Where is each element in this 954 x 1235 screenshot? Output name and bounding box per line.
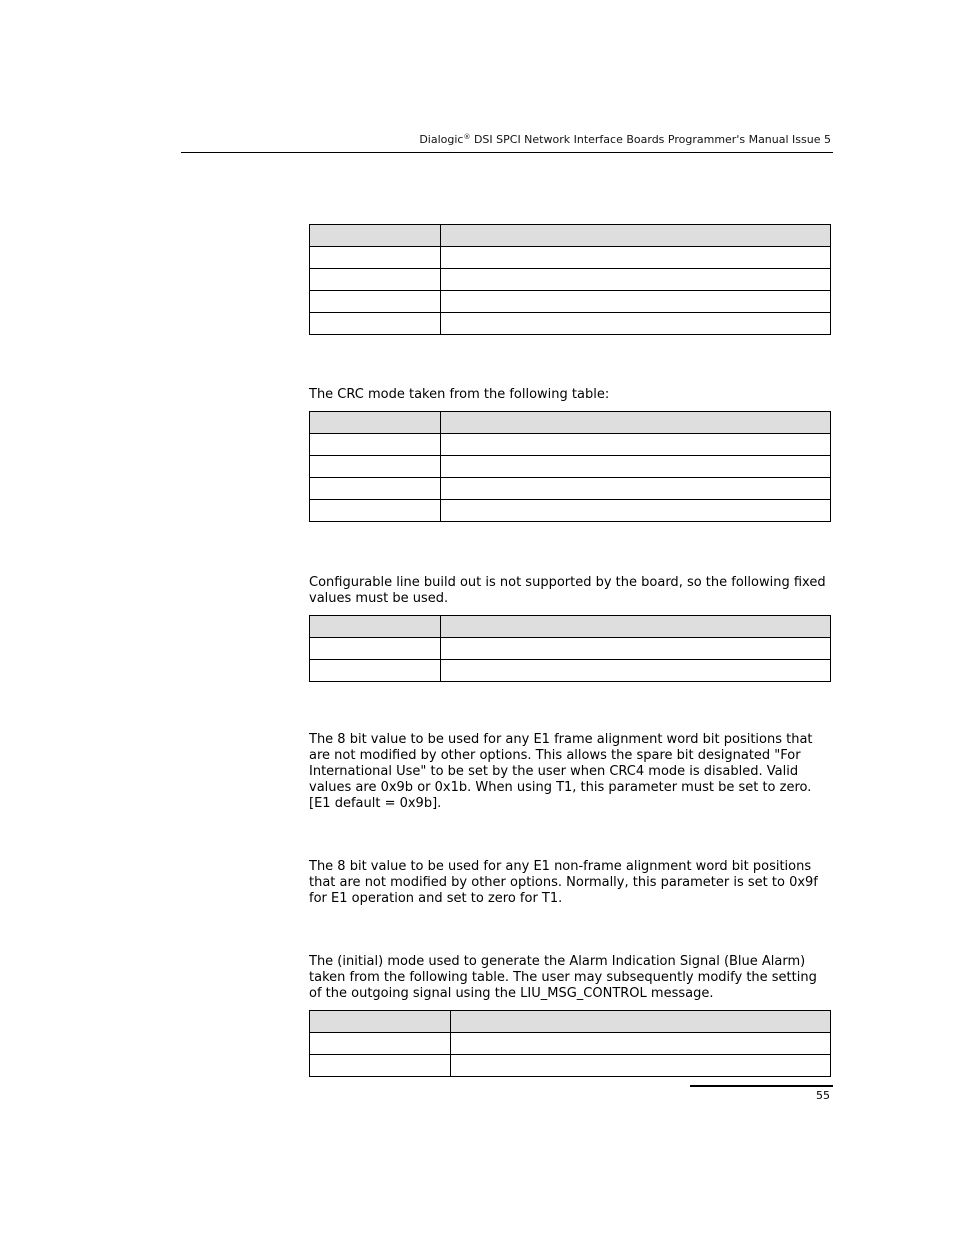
table-cell: [441, 291, 831, 313]
table-header-row: [310, 225, 831, 247]
table-header-cell: [441, 225, 831, 247]
table-header-cell: [441, 616, 831, 638]
table-header-row: [310, 616, 831, 638]
table-cell: [441, 478, 831, 500]
ais-mode-table: [309, 1010, 831, 1077]
table-cell: [310, 247, 441, 269]
table-row: [310, 247, 831, 269]
table-cell: [310, 478, 441, 500]
table-cell: [310, 269, 441, 291]
registered-mark: ®: [463, 133, 471, 141]
header-brand: Dialogic: [419, 133, 464, 146]
table-header-cell: [310, 412, 441, 434]
table-header-cell: [310, 616, 441, 638]
table-cell: [441, 660, 831, 682]
table-cell: [310, 456, 441, 478]
table-header-row: [310, 412, 831, 434]
table-row: [310, 638, 831, 660]
table-1: [309, 224, 831, 335]
table-cell: [451, 1055, 831, 1077]
table-row: [310, 456, 831, 478]
page-number: 55: [816, 1089, 830, 1102]
line-build-out-table: [309, 615, 831, 682]
line-build-out-text: Configurable line build out is not supported by the board, so the following fixed values must be used.: [309, 575, 826, 606]
table-cell: [310, 660, 441, 682]
table-cell: [310, 313, 441, 335]
table-header-row: [310, 1011, 831, 1033]
table-cell: [441, 313, 831, 335]
header-title: DSI SPCI Network Interface Boards Programmer's Manual Issue 5: [473, 133, 831, 146]
e1-faw-text: The 8 bit value to be used for any E1 frame alignment word bit positions that are not modified by other options. This allows the spare bit designated "For International Use" to be set by the user when CRC4 mode is disabled. Valid values are 0x9b or 0x1b. When using T1, this parameter must be set to zero. [E1 default = 0x9b].: [309, 732, 813, 811]
table-cell: [441, 456, 831, 478]
table-cell: [441, 434, 831, 456]
table-header-cell: [310, 225, 441, 247]
table-cell: [310, 1033, 451, 1055]
table-cell: [441, 247, 831, 269]
table-cell: [441, 269, 831, 291]
table-cell: [310, 500, 441, 522]
table-cell: [441, 638, 831, 660]
table-row: [310, 478, 831, 500]
table-row: [310, 660, 831, 682]
table-cell: [441, 500, 831, 522]
running-header: [419, 133, 831, 146]
table-cell: [310, 638, 441, 660]
table-row: [310, 500, 831, 522]
table-cell: [310, 434, 441, 456]
table-cell: [310, 1055, 451, 1077]
ais-mode-text: The (initial) mode used to generate the Alarm Indication Signal (Blue Alarm) taken from the following table. The user may subsequently modify the setting of the outgoing signal using the LIU_MSG_CONTROL message.: [309, 954, 817, 1001]
table-row: [310, 434, 831, 456]
table-cell: [451, 1033, 831, 1055]
table-row: [310, 1033, 831, 1055]
header-rule: [181, 152, 833, 153]
crc-mode-table: [309, 411, 831, 522]
table-row: [310, 313, 831, 335]
table-header-cell: [310, 1011, 451, 1033]
crc-intro-text: The CRC mode taken from the following table:: [309, 387, 610, 402]
footer-rule: [690, 1085, 833, 1087]
table-header-cell: [441, 412, 831, 434]
table-row: [310, 269, 831, 291]
table-cell: [310, 291, 441, 313]
table-header-cell: [451, 1011, 831, 1033]
e1-nfaw-text: The 8 bit value to be used for any E1 non-frame alignment word bit positions that are not modified by other options. Normally, this parameter is set to 0x9f for E1 operation and set to zero for T1.: [309, 859, 818, 906]
table-row: [310, 291, 831, 313]
table-row: [310, 1055, 831, 1077]
